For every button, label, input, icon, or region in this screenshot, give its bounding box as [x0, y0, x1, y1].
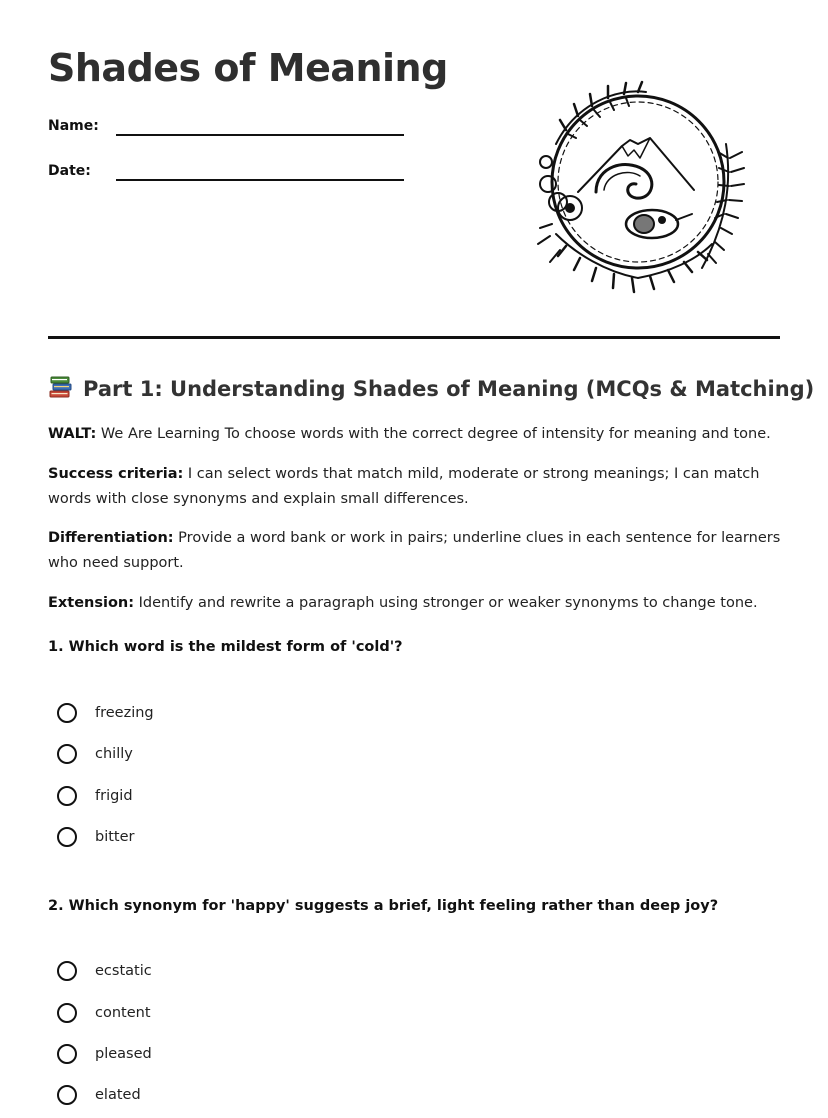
question-1-option-4[interactable]: [57, 825, 135, 849]
worksheet-title: Shades of Meaning: [48, 46, 448, 90]
question-2-option-3[interactable]: [57, 1042, 152, 1066]
differentiation-paragraph: [48, 526, 788, 576]
extension-paragraph: [48, 591, 788, 616]
radio-button[interactable]: [57, 786, 77, 806]
name-label: Name:: [48, 118, 99, 134]
radio-button[interactable]: [57, 961, 77, 981]
part-1-title-text: Part 1: Understanding Shades of Meaning (MCQs & Matching): [83, 377, 815, 401]
name-line[interactable]: [116, 134, 404, 136]
radio-button[interactable]: [57, 1085, 77, 1105]
radio-button[interactable]: [57, 703, 77, 723]
walt-paragraph: [48, 422, 788, 447]
option-label: ecstatic: [95, 963, 152, 979]
date-label: Date:: [48, 163, 91, 179]
walt-label: WALT:: [48, 426, 97, 442]
question-2-option-1[interactable]: [57, 959, 152, 983]
question-2: 2. Which synonym for 'happy' suggests a brief, light feeling rather than deep joy?: [48, 898, 719, 914]
books-icon: [48, 374, 74, 400]
question-2-option-4[interactable]: [57, 1083, 141, 1107]
question-1: 1. Which word is the mildest form of 'cold'?: [48, 639, 403, 655]
question-1-option-1[interactable]: [57, 701, 154, 725]
option-label: pleased: [95, 1046, 152, 1062]
fern-mountain-emblem-icon: [526, 74, 758, 306]
question-2-option-2[interactable]: [57, 1001, 151, 1025]
date-field[interactable]: [48, 163, 91, 179]
section-divider: [48, 336, 780, 339]
part-1-title: [48, 374, 814, 401]
success-criteria-text: I can select words that match mild, moderate or strong meanings; I can match words with close synonyms and explain small differences.: [48, 466, 760, 507]
extension-text: Identify and rewrite a paragraph using stronger or weaker synonyms to change tone.: [134, 595, 758, 611]
success-criteria-paragraph: [48, 462, 788, 512]
radio-button[interactable]: [57, 744, 77, 764]
option-label: freezing: [95, 705, 154, 721]
extension-label: Extension:: [48, 595, 135, 611]
walt-text: We Are Learning To choose words with the correct degree of intensity for meaning and tone.: [96, 426, 771, 442]
success-criteria-label: Success criteria:: [48, 466, 184, 482]
radio-button[interactable]: [57, 827, 77, 847]
differentiation-label: Differentiation:: [48, 530, 174, 546]
option-label: elated: [95, 1087, 141, 1103]
name-field[interactable]: [48, 118, 99, 134]
option-label: content: [95, 1005, 151, 1021]
option-label: chilly: [95, 746, 133, 762]
radio-button[interactable]: [57, 1044, 77, 1064]
option-label: bitter: [95, 829, 135, 845]
differentiation-text: Provide a word bank or work in pairs; underline clues in each sentence for learners who need support.: [48, 530, 781, 571]
question-1-option-2[interactable]: [57, 742, 133, 766]
date-line[interactable]: [116, 179, 404, 181]
radio-button[interactable]: [57, 1003, 77, 1023]
option-label: frigid: [95, 788, 133, 804]
question-1-option-3[interactable]: [57, 784, 133, 808]
